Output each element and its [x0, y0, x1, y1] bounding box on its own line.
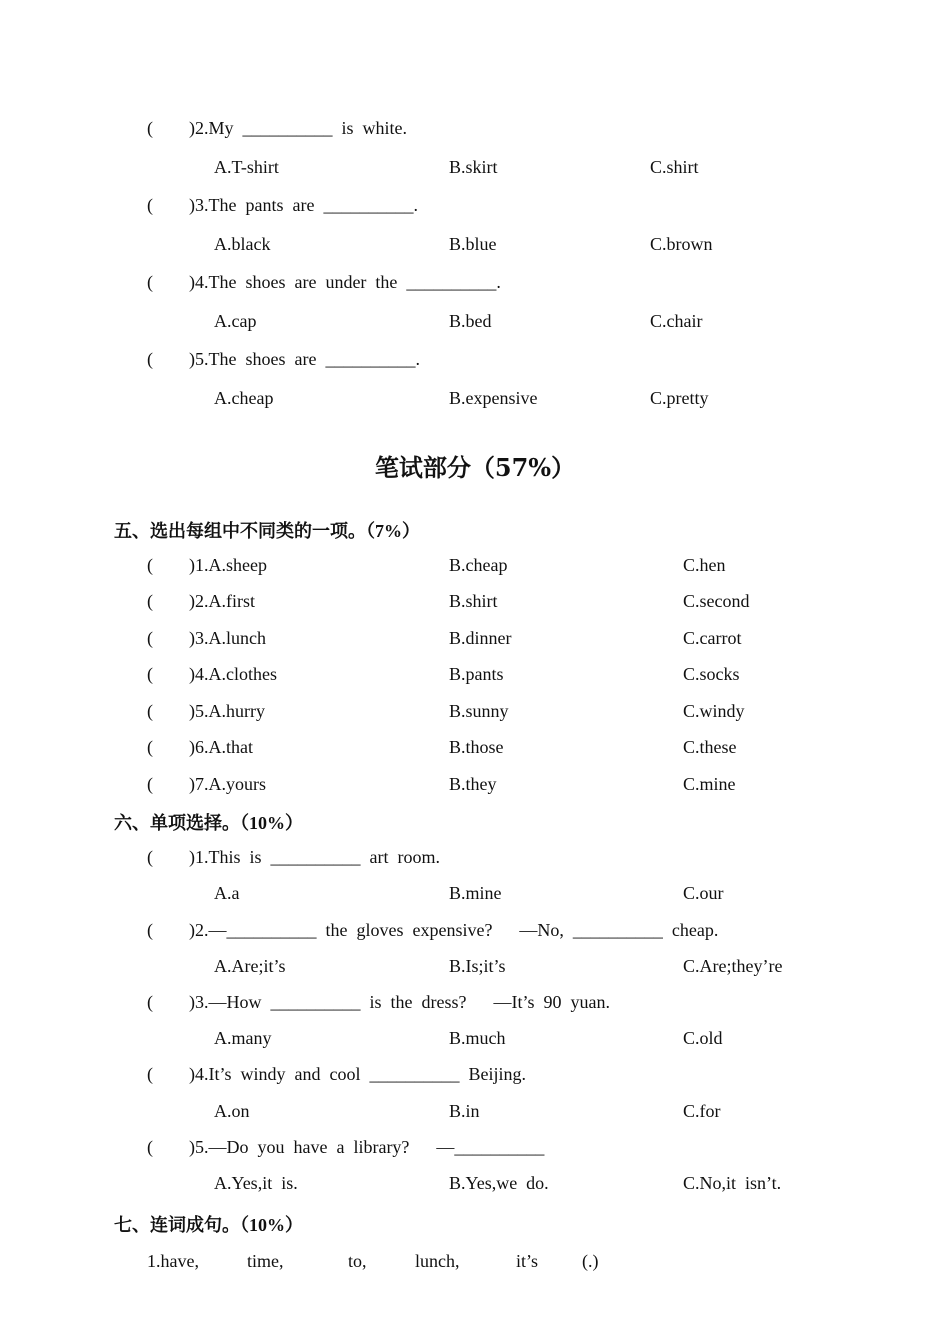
- sec5-item-7: ( )7.A.yours: [147, 774, 266, 794]
- part4-q4: ( )4.The shoes are under the __________.: [147, 272, 501, 292]
- sec7-word-3: to,: [348, 1251, 367, 1271]
- sec5-item-3: ( )3.A.lunch: [147, 628, 266, 648]
- part4-q5-option-a: A.cheap: [214, 388, 274, 408]
- sec6-q4-option-a: A.on: [214, 1101, 250, 1121]
- part4-q3-option-b: B.blue: [449, 234, 497, 254]
- sec5-item-1: ( )1.A.sheep: [147, 555, 267, 575]
- sec6-q1: ( )1.This is __________ art room.: [147, 847, 440, 867]
- part4-q2: ( )2.My __________ is white.: [147, 118, 407, 138]
- sec7-word-6: (.): [582, 1251, 599, 1271]
- part4-q3-option-a: A.black: [214, 234, 271, 254]
- sec7-word-2: time,: [247, 1251, 284, 1271]
- section7-title: 七、连词成句。: [114, 1215, 240, 1236]
- sec6-q5-option-c: C.No,it isn’t.: [683, 1173, 782, 1193]
- sec5-item-2: ( )2.A.first: [147, 591, 255, 611]
- sec5-item-6-option-b: B.those: [449, 737, 504, 757]
- section7-heading: [114, 1211, 303, 1237]
- part4-q5: ( )5.The shoes are __________.: [147, 349, 420, 369]
- sec6-q2-option-a: A.Are;it’s: [214, 956, 286, 976]
- section5-title: 五、选出每组中不同类的一项。: [114, 521, 366, 542]
- sec5-item-5: ( )5.A.hurry: [147, 701, 265, 721]
- sec6-q2-option-c: C.Are;they’re: [683, 956, 783, 976]
- sec6-q1-option-c: C.our: [683, 883, 724, 903]
- written-part-title: 笔试部分（57%）: [374, 453, 576, 482]
- sec6-q5-option-b: B.Yes,we do.: [449, 1173, 549, 1193]
- sec5-item-7-option-b: B.they: [449, 774, 497, 794]
- sec5-item-2-option-b: B.shirt: [449, 591, 498, 611]
- section5-percent: （7%）: [366, 521, 420, 541]
- sec6-q2: ( )2.—__________ the gloves expensive? —No, __________ cheap.: [147, 920, 719, 940]
- sec6-q1-option-a: A.a: [214, 883, 240, 903]
- sec6-q3-option-c: C.old: [683, 1028, 723, 1048]
- sec5-item-3-option-c: C.carrot: [683, 628, 742, 648]
- sec6-q1-option-b: B.mine: [449, 883, 502, 903]
- sec5-item-6-option-c: C.these: [683, 737, 737, 757]
- sec6-q3: ( )3.—How __________ is the dress? —It’s 90 yuan.: [147, 992, 610, 1012]
- sec7-word-5: it’s: [516, 1251, 539, 1271]
- sec6-q5-option-a: A.Yes,it is.: [214, 1173, 298, 1193]
- section7-percent: （10%）: [240, 1215, 303, 1235]
- part4-q4-option-c: C.chair: [650, 311, 703, 331]
- part4-q5-option-b: B.expensive: [449, 388, 538, 408]
- sec6-q3-option-a: A.many: [214, 1028, 272, 1048]
- sec7-word-1: 1.have,: [147, 1251, 199, 1271]
- part4-q4-option-b: B.bed: [449, 311, 492, 331]
- sec7-word-4: lunch,: [415, 1251, 460, 1271]
- sec6-q4: ( )4.It’s windy and cool __________ Beijing.: [147, 1064, 526, 1084]
- sec5-item-6: ( )6.A.that: [147, 737, 253, 757]
- sec5-item-2-option-c: C.second: [683, 591, 750, 611]
- sec6-q4-option-b: B.in: [449, 1101, 480, 1121]
- sec6-q3-option-b: B.much: [449, 1028, 506, 1048]
- sec5-item-4-option-c: C.socks: [683, 664, 740, 684]
- section6-title: 六、单项选择。: [114, 813, 240, 834]
- part4-q3: ( )3.The pants are __________.: [147, 195, 418, 215]
- section5-heading: [114, 517, 420, 543]
- section6-percent: （10%）: [240, 813, 303, 833]
- part4-q5-option-c: C.pretty: [650, 388, 709, 408]
- sec6-q4-option-c: C.for: [683, 1101, 721, 1121]
- sec5-item-1-option-c: C.hen: [683, 555, 726, 575]
- sec6-q5: ( )5.—Do you have a library? —__________: [147, 1137, 545, 1157]
- part4-q3-option-c: C.brown: [650, 234, 713, 254]
- sec5-item-1-option-b: B.cheap: [449, 555, 508, 575]
- part4-q2-option-a: A.T-shirt: [214, 157, 279, 177]
- part4-q2-option-c: C.shirt: [650, 157, 699, 177]
- sec5-item-3-option-b: B.dinner: [449, 628, 512, 648]
- section6-heading: [114, 809, 303, 835]
- sec5-item-4: ( )4.A.clothes: [147, 664, 277, 684]
- part4-q2-option-b: B.skirt: [449, 157, 498, 177]
- sec5-item-5-option-b: B.sunny: [449, 701, 509, 721]
- sec6-q2-option-b: B.Is;it’s: [449, 956, 506, 976]
- part4-q4-option-a: A.cap: [214, 311, 257, 331]
- sec5-item-4-option-b: B.pants: [449, 664, 504, 684]
- sec5-item-5-option-c: C.windy: [683, 701, 745, 721]
- sec5-item-7-option-c: C.mine: [683, 774, 736, 794]
